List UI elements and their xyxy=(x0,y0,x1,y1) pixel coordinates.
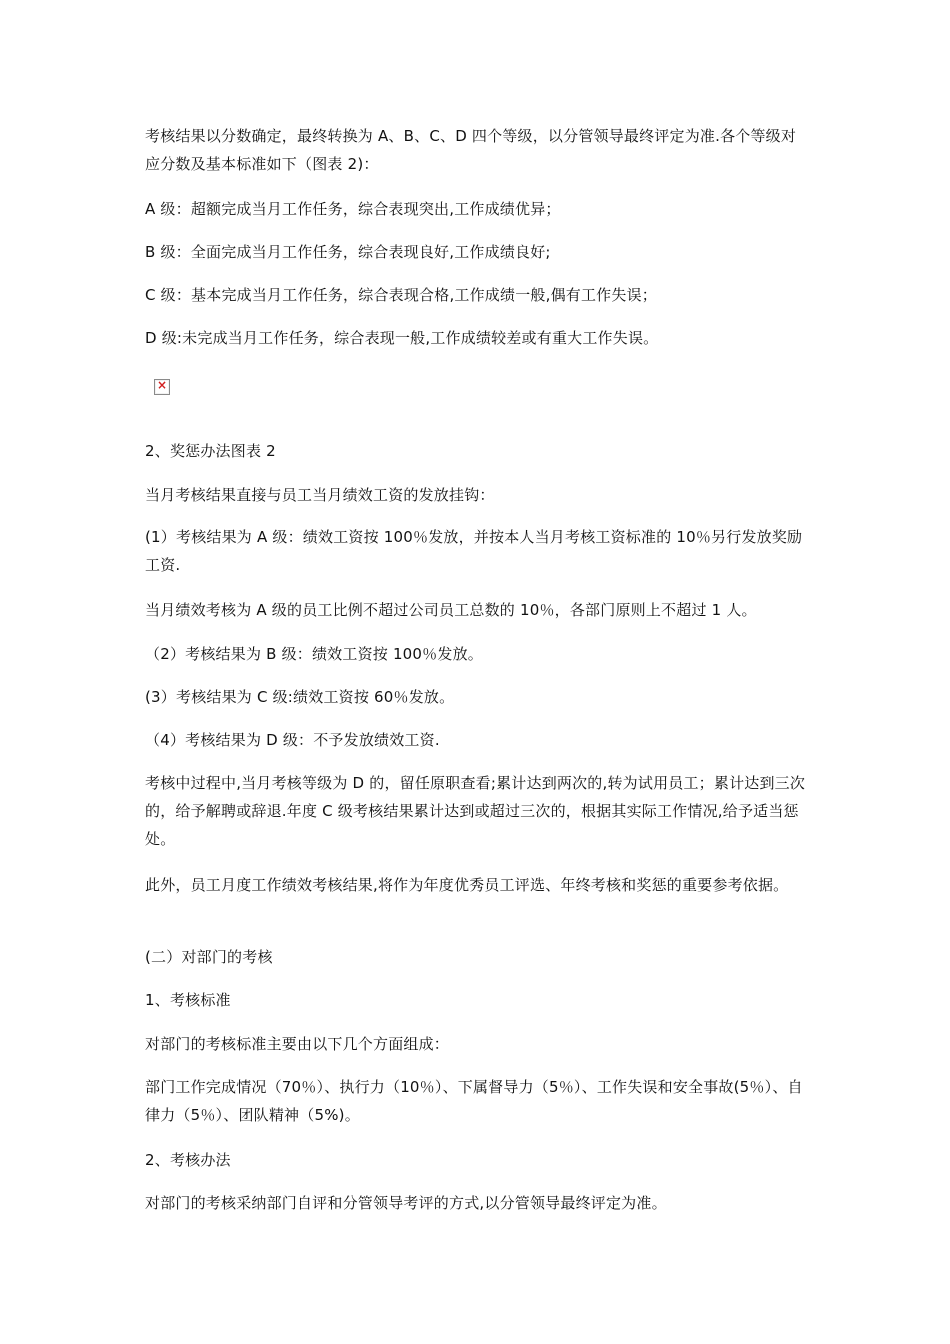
paragraph-grade-b: B 级：全面完成当月工作任务，综合表现良好,工作成绩良好; xyxy=(145,243,551,261)
paragraph-grade-c: C 级：基本完成当月工作任务，综合表现合格,工作成绩一般,偶有工作失误； xyxy=(145,286,657,304)
paragraph-process: 考核中过程中,当月考核等级为 D 的，留任原职查看;累计达到两次的,转为试用员工；累计达到三次的，给予解聘或辞退.年度 C 级考核结果累计达到或超过三次的，根据其实际工作情况,给予适当惩处。 xyxy=(145,774,806,848)
paragraph-additional: 此外，员工月度工作绩效考核结果,将作为年度优秀员工评选、年终考核和奖惩的重要参考依据。 xyxy=(145,876,789,894)
broken-image-icon xyxy=(154,379,170,395)
paragraph-rewards-intro: 当月考核结果直接与员工当月绩效工资的发放挂钩： xyxy=(145,486,495,504)
paragraph-rule-d: （4）考核结果为 D 级：不予发放绩效工资. xyxy=(145,731,440,749)
paragraph-rule-a: (1）考核结果为 A 级：绩效工资按 100％发放，并按本人当月考核工资标准的 10％另行发放奖励工资. xyxy=(145,528,803,574)
paragraph-rule-c: (3）考核结果为 C 级:绩效工资按 60％发放。 xyxy=(145,688,455,706)
section-heading-method: 2、考核办法 xyxy=(145,1151,231,1169)
broken-image-x-icon: × xyxy=(156,378,168,392)
section-heading-standard: 1、考核标准 xyxy=(145,991,231,1009)
section-heading-rewards: 2、奖惩办法图表 2 xyxy=(145,442,276,460)
paragraph-a-ratio: 当月绩效考核为 A 级的员工比例不超过公司员工总数的 10％，各部门原则上不超过 1 人。 xyxy=(145,601,757,619)
paragraph-method: 对部门的考核采纳部门自评和分管领导考评的方式,以分管领导最终评定为准。 xyxy=(145,1194,667,1212)
paragraph-standard-items: 部门工作完成情况（70％）、执行力（10％）、下属督导力（5％）、工作失误和安全事故(5％）、自律力（5％）、团队精神（5%)。 xyxy=(145,1078,803,1124)
section-heading-department: (二）对部门的考核 xyxy=(145,948,273,966)
paragraph-rule-b: （2）考核结果为 B 级：绩效工资按 100％发放。 xyxy=(145,645,483,663)
paragraph-standard-intro: 对部门的考核标准主要由以下几个方面组成： xyxy=(145,1035,450,1053)
paragraph-grade-a: A 级：超额完成当月工作任务，综合表现突出,工作成绩优异； xyxy=(145,200,561,218)
paragraph-grade-intro: 考核结果以分数确定，最终转换为 A、B、C、D 四个等级，以分管领导最终评定为准.各个等级对应分数及基本标准如下（图表 2)： xyxy=(145,127,797,173)
paragraph-grade-d: D 级:未完成当月工作任务，综合表现一般,工作成绩较差或有重大工作失误。 xyxy=(145,329,659,347)
